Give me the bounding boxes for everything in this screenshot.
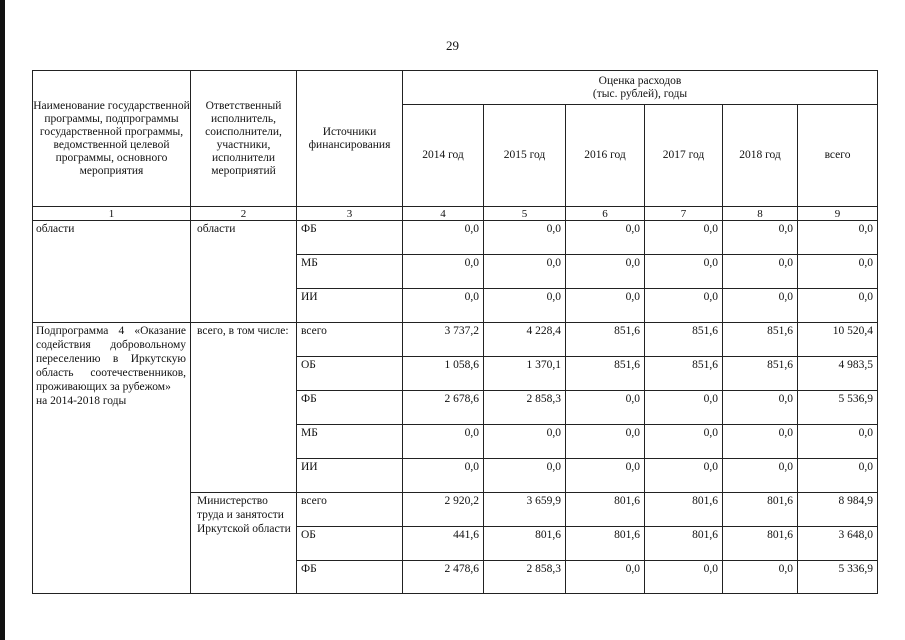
- value-cell: 801,6: [566, 527, 645, 561]
- column-number: 9: [798, 207, 878, 221]
- value-cell: 0,0: [566, 255, 645, 289]
- value-cell: 0,0: [566, 425, 645, 459]
- header-year: 2016 год: [566, 105, 645, 207]
- value-cell: 0,0: [566, 459, 645, 493]
- page-edge-bar: [0, 0, 5, 640]
- value-cell: 851,6: [645, 357, 723, 391]
- value-cell: 0,0: [645, 425, 723, 459]
- table-row: [33, 323, 878, 357]
- value-cell: 2 478,6: [403, 561, 484, 594]
- funding-source-cell: МБ: [297, 255, 403, 289]
- header-year: 2015 год: [484, 105, 566, 207]
- executor-cell: всего, в том числе:: [191, 323, 297, 493]
- value-cell: 0,0: [645, 221, 723, 255]
- value-cell: 801,6: [723, 493, 798, 527]
- value-cell: 0,0: [645, 561, 723, 594]
- value-cell: 0,0: [403, 289, 484, 323]
- funding-source-cell: всего: [297, 493, 403, 527]
- value-cell: 3 648,0: [798, 527, 878, 561]
- executor-cell: области: [191, 221, 297, 323]
- value-cell: 801,6: [484, 527, 566, 561]
- value-cell: 0,0: [723, 289, 798, 323]
- executor-cell: Министерство труда и занятости Иркутской области: [191, 493, 297, 594]
- column-number: 3: [297, 207, 403, 221]
- value-cell: 0,0: [484, 255, 566, 289]
- value-cell: 0,0: [798, 425, 878, 459]
- page-number: 29: [446, 38, 459, 53]
- value-cell: 2 858,3: [484, 561, 566, 594]
- header-year: 2018 год: [723, 105, 798, 207]
- value-cell: 0,0: [484, 221, 566, 255]
- funding-source-cell: ИИ: [297, 459, 403, 493]
- value-cell: 5 336,9: [798, 561, 878, 594]
- value-cell: 2 678,6: [403, 391, 484, 425]
- value-cell: 1 370,1: [484, 357, 566, 391]
- funding-source-cell: ОБ: [297, 357, 403, 391]
- value-cell: 0,0: [645, 391, 723, 425]
- value-cell: 851,6: [566, 357, 645, 391]
- value-cell: 0,0: [566, 561, 645, 594]
- funding-source-cell: ИИ: [297, 289, 403, 323]
- value-cell: 801,6: [566, 493, 645, 527]
- value-cell: 0,0: [798, 459, 878, 493]
- program-name-cell: области: [33, 221, 191, 323]
- value-cell: 0,0: [403, 255, 484, 289]
- column-number: 8: [723, 207, 798, 221]
- value-cell: 851,6: [645, 323, 723, 357]
- value-cell: 3 659,9: [484, 493, 566, 527]
- funding-source-cell: МБ: [297, 425, 403, 459]
- value-cell: 0,0: [723, 255, 798, 289]
- value-cell: 851,6: [723, 357, 798, 391]
- funding-source-cell: ОБ: [297, 527, 403, 561]
- value-cell: 0,0: [566, 289, 645, 323]
- value-cell: 851,6: [566, 323, 645, 357]
- value-cell: 0,0: [566, 221, 645, 255]
- value-cell: 2 858,3: [484, 391, 566, 425]
- column-number: 6: [566, 207, 645, 221]
- value-cell: 10 520,4: [798, 323, 878, 357]
- value-cell: 851,6: [723, 323, 798, 357]
- header-funding-source: Источники финансирования: [297, 71, 403, 207]
- value-cell: 441,6: [403, 527, 484, 561]
- header-program-name: Наименование государственной программы, подпрограммы государственной программы, ведомственной целевой программы, основного мероприятия: [33, 71, 191, 207]
- value-cell: 0,0: [403, 425, 484, 459]
- value-cell: 4 228,4: [484, 323, 566, 357]
- column-number: 7: [645, 207, 723, 221]
- value-cell: 0,0: [484, 425, 566, 459]
- value-cell: 801,6: [645, 527, 723, 561]
- value-cell: 0,0: [403, 221, 484, 255]
- column-number: 2: [191, 207, 297, 221]
- value-cell: 0,0: [723, 561, 798, 594]
- value-cell: 0,0: [484, 289, 566, 323]
- funding-source-cell: ФБ: [297, 561, 403, 594]
- header-year: 2014 год: [403, 105, 484, 207]
- value-cell: 0,0: [645, 289, 723, 323]
- value-cell: 801,6: [723, 527, 798, 561]
- header-executor: Ответственный исполнитель, соисполнители, участники, исполнители мероприятий: [191, 71, 297, 207]
- value-cell: 0,0: [403, 459, 484, 493]
- value-cell: 3 737,2: [403, 323, 484, 357]
- value-cell: 5 536,9: [798, 391, 878, 425]
- value-cell: 0,0: [723, 425, 798, 459]
- value-cell: 0,0: [645, 459, 723, 493]
- value-cell: 801,6: [645, 493, 723, 527]
- value-cell: 2 920,2: [403, 493, 484, 527]
- funding-source-cell: всего: [297, 323, 403, 357]
- value-cell: 0,0: [798, 289, 878, 323]
- funding-source-cell: ФБ: [297, 391, 403, 425]
- table-row: [33, 221, 878, 255]
- value-cell: 8 984,9: [798, 493, 878, 527]
- value-cell: 1 058,6: [403, 357, 484, 391]
- value-cell: 0,0: [798, 221, 878, 255]
- header-year: 2017 год: [645, 105, 723, 207]
- column-number: 1: [33, 207, 191, 221]
- column-number: 5: [484, 207, 566, 221]
- column-number: 4: [403, 207, 484, 221]
- expenses-table: [32, 70, 878, 594]
- value-cell: 0,0: [723, 221, 798, 255]
- value-cell: 0,0: [723, 391, 798, 425]
- value-cell: 0,0: [484, 459, 566, 493]
- value-cell: 0,0: [566, 391, 645, 425]
- value-cell: 4 983,5: [798, 357, 878, 391]
- program-name-cell: Подпрограмма 4 «Оказание содействия добровольному переселению в Иркутскую область соотечественников, проживающих за рубежом» на 2014-2018 годы: [33, 323, 191, 594]
- value-cell: 0,0: [645, 255, 723, 289]
- value-cell: 0,0: [723, 459, 798, 493]
- value-cell: 0,0: [798, 255, 878, 289]
- funding-source-cell: ФБ: [297, 221, 403, 255]
- header-year: всего: [798, 105, 878, 207]
- header-cost-estimate: Оценка расходов (тыс. рублей), годы: [403, 71, 878, 105]
